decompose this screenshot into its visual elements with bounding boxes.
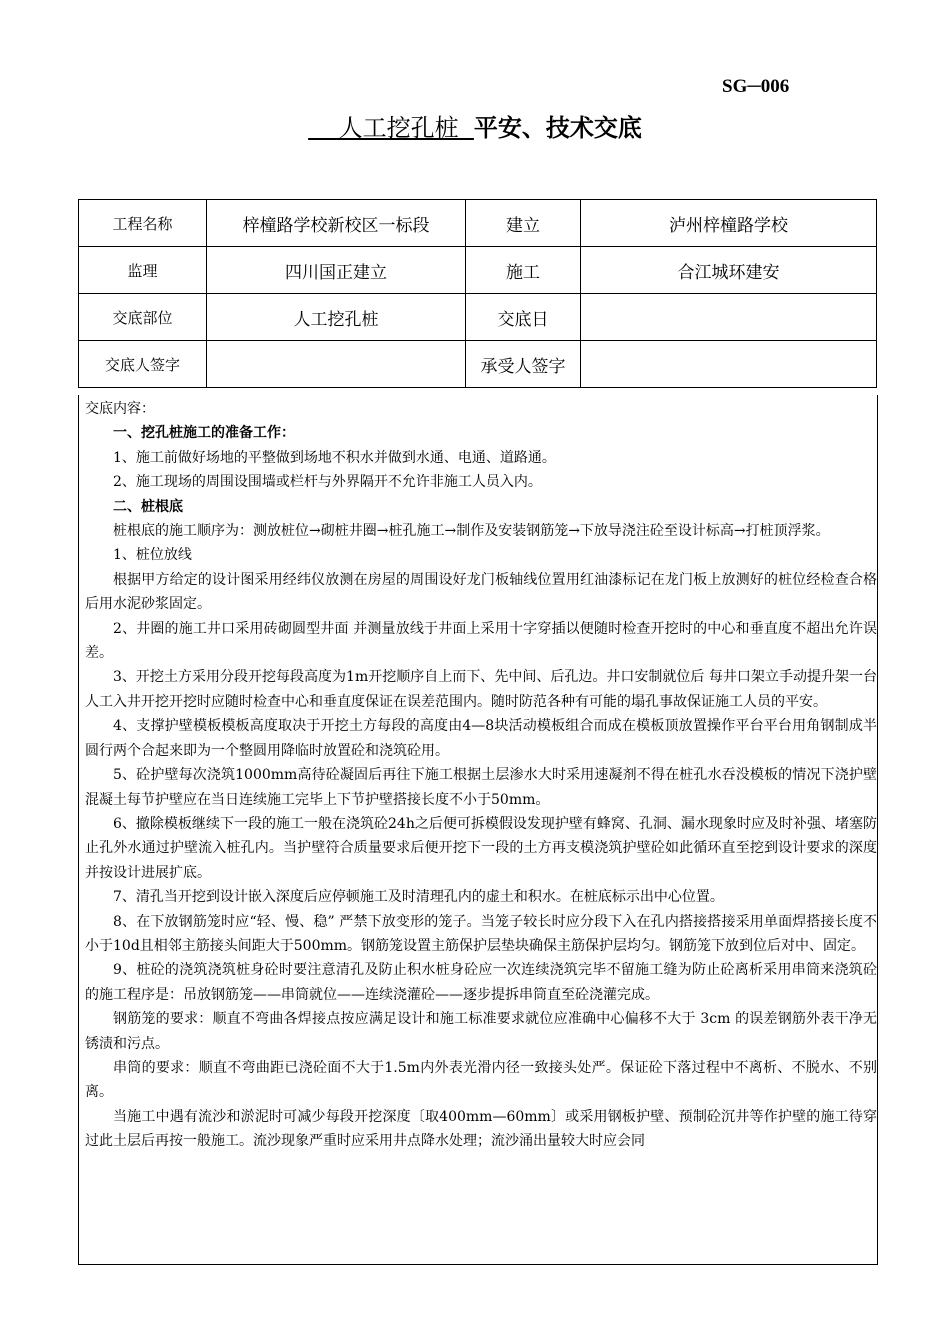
briefing-content-box	[78, 395, 878, 1265]
project-name-label: 工程名称	[79, 200, 207, 247]
document-title	[0, 108, 950, 143]
paragraph: 2、施工现场的周围设围墙或栏杆与外界隔开不允许非施工人员入内。	[113, 474, 542, 491]
section-heading: 二、桩根底	[113, 498, 183, 515]
contractor-label: 施工	[466, 247, 581, 294]
table-row	[79, 341, 877, 388]
info-table	[78, 199, 877, 388]
location-value: 人工挖孔桩	[207, 294, 466, 341]
title-main: 平安、技术交底	[473, 113, 642, 142]
location-label: 交底部位	[79, 294, 207, 341]
paragraph: 钢筋笼的要求：顺直不弯曲各焊接点按应满足设计和施工标准要求就位应准确中心偏移不大于 3cm 的误差钢筋外表干净无锈渍和污点。	[85, 1011, 877, 1052]
paragraph: 5、砼护壁每次浇筑1000mm高待砼凝固后再往下施工根据土层渗水大时采用速凝剂不得在桩孔水吞没模板的情况下浇护壁混凝土每节护壁应在当日连续施工完毕上下节护壁搭接长度不小于50mm。	[85, 767, 877, 808]
table-row	[79, 247, 877, 294]
supervisor-label: 监理	[79, 247, 207, 294]
paragraph: 1、施工前做好场地的平整做到场地不积水并做到水通、电通、道路通。	[113, 449, 556, 466]
receiver-signature-label: 承受人签字	[466, 341, 581, 388]
date-label: 交底日	[466, 294, 581, 341]
receiver-signature-value	[581, 341, 877, 388]
paragraph: 3、开挖土方采用分段开挖每段高度为1m开挖顺序自上而下、先中间、后孔边。井口安制就位后 每井口架立手动提升架一台人工入井开挖开挖时应随时检查中心和垂直度保证在误差范围内。随时防范各种有可能的塌孔事故保证施工人员的平安。	[85, 669, 877, 710]
paragraph: 串筒的要求：顺直不弯曲距已浇砼面不大于1.5m内外表光滑内径一致接头处严。保证砼下落过程中不离析、不脱水、不别离。	[85, 1059, 877, 1101]
paragraph: 桩根底的施工顺序为：测放桩位→砌桩井圈→桩孔施工→制作及安装钢筋笼→下放导浇注砼至设计标高→打桩顶浮浆。	[113, 523, 830, 540]
table-row	[79, 200, 877, 247]
paragraph: 7、清孔当开挖到设计嵌入深度后应停顿施工及时清理孔内的虚土和积水。在桩底标示出中心位置。	[113, 889, 724, 906]
date-value	[581, 294, 877, 341]
presenter-signature-value	[207, 341, 466, 388]
paragraph: 9、桩砼的浇筑浇筑桩身砼时要注意清孔及防止积水桩身砼应一次连续浇筑完毕不留施工缝为防止砼离析采用串筒来浇筑砼的施工程序是：吊放钢筋笼——串筒就位——连续浇灌砼——逐步提拆串筒直至砼浇灌完成。	[85, 962, 877, 1003]
project-name-value: 梓橦路学校新校区一标段	[207, 200, 466, 247]
briefing-content	[79, 395, 877, 1154]
table-row	[79, 294, 877, 341]
section-heading: 一、挖孔桩施工的准备工作：	[113, 425, 295, 442]
contractor-value: 合江城环建安	[581, 247, 877, 294]
paragraph: 6、撤除模板继续下一段的施工一般在浇筑砼24h之后便可拆模假设发现护壁有蜂窝、孔洞、漏水现象时应及时补强、堵塞防止孔外水通过护壁流入桩孔内。当护壁符合质量要求后便开挖下一段的土方再支模浇筑护壁砼如此循环直至挖到设计要求的深度并按设计进展扩底。	[85, 815, 877, 881]
paragraph: 4、支撑护壁模板模板高度取决于开挖土方每段的高度由4—8块活动模板组合而成在模板顶放置操作平台平台用角钢制成半圆行两个合起来即为一个整圆用降临时放置砼和浇筑砼用。	[85, 718, 877, 759]
document-code: SG─006	[722, 76, 790, 97]
paragraph: 当施工中遇有流沙和淤泥时可减少每段开挖深度〔取400mm—60mm〕或采用钢板护壁、预制砼沉井等作护壁的施工待穿过此土层后再按一般施工。流沙现象严重时应采用井点降水处理；流沙涌出量较大时应会同	[85, 1108, 877, 1150]
presenter-signature-label: 交底人签字	[79, 341, 207, 388]
builder-value: 泸州梓橦路学校	[581, 200, 877, 247]
paragraph: 8、在下放钢筋笼时应“轻、慢、稳” 严禁下放变形的笼子。当笼子较长时应分段下入在孔内搭接搭接采用单面焊搭接长度不小于10d且相邻主筋接头间距大于500mm。钢筋笼设置主筋保护层垫块确保主筋保护层均匀。钢筋笼下放到位后对中、固定。	[85, 913, 877, 954]
paragraph: 1、桩位放线	[113, 547, 192, 564]
builder-label: 建立	[466, 200, 581, 247]
title-subject: 人工挖孔桩	[308, 114, 474, 142]
paragraph: 2、井圈的施工井口采用砖砌圆型井面 并测量放线于井面上采用十字穿插以便随时检查开挖时的中心和垂直度不超出允许误差。	[85, 620, 877, 662]
content-label: 交底内容：	[85, 401, 155, 417]
paragraph: 根据甲方给定的设计图采用经纬仪放测在房屋的周围设好龙门板轴线位置用红油漆标记在龙门板上放测好的桩位经检查合格后用水泥砂浆固定。	[85, 571, 877, 613]
supervisor-value: 四川国正建立	[207, 247, 466, 294]
